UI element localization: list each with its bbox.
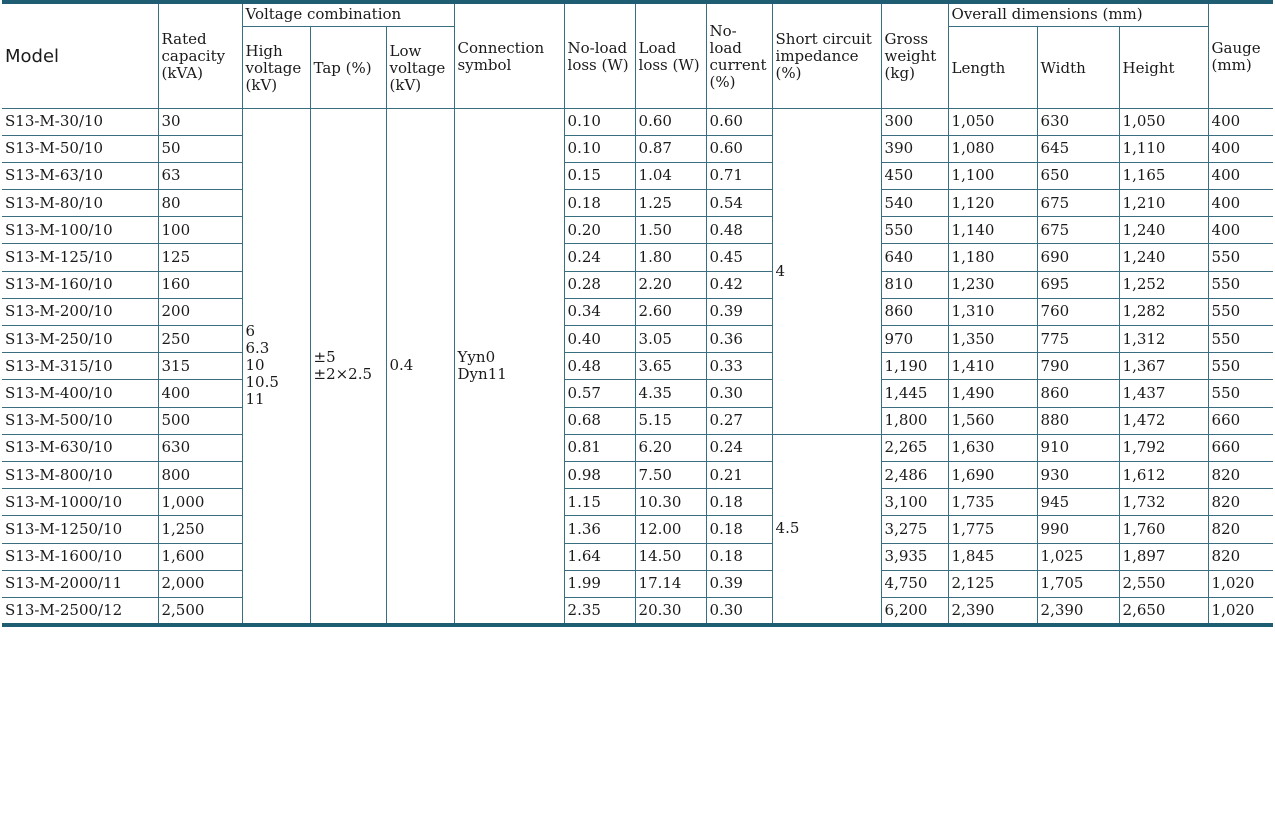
cell-width: 1,025 — [1037, 543, 1119, 570]
table-row — [2, 434, 1273, 461]
cell-width: 930 — [1037, 461, 1119, 488]
cell-gauge: 400 — [1208, 190, 1273, 217]
cell-gauge: 820 — [1208, 489, 1273, 516]
header-load-loss: Load loss (W) — [635, 2, 706, 108]
cell-gauge: 400 — [1208, 162, 1273, 189]
header-model: Model — [2, 2, 158, 108]
cell-width: 860 — [1037, 380, 1119, 407]
cell-model: S13-M-500/10 — [2, 407, 158, 434]
merged-tap: ±5 ±2×2.5 — [310, 108, 386, 625]
cell-model: S13-M-50/10 — [2, 135, 158, 162]
cell-model: S13-M-800/10 — [2, 461, 158, 488]
cell-gross-weight: 2,265 — [881, 434, 948, 461]
cell-rated-capacity: 1,250 — [158, 516, 242, 543]
cell-gauge: 1,020 — [1208, 597, 1273, 624]
header-voltage-combination: Voltage combination — [242, 2, 454, 26]
table-row — [2, 570, 1273, 597]
cell-height: 1,612 — [1119, 461, 1208, 488]
cell-gross-weight: 970 — [881, 326, 948, 353]
cell-no-load-loss: 0.20 — [564, 217, 635, 244]
cell-model: S13-M-1600/10 — [2, 543, 158, 570]
cell-length: 1,775 — [948, 516, 1037, 543]
cell-gauge: 660 — [1208, 434, 1273, 461]
merged-high-voltage: 6 6.3 10 10.5 11 — [242, 108, 310, 625]
cell-rated-capacity: 63 — [158, 162, 242, 189]
cell-rated-capacity: 50 — [158, 135, 242, 162]
cell-length: 1,310 — [948, 298, 1037, 325]
table-row — [2, 489, 1273, 516]
cell-model: S13-M-250/10 — [2, 326, 158, 353]
cell-height: 1,312 — [1119, 326, 1208, 353]
cell-no-load-current: 0.27 — [706, 407, 772, 434]
cell-no-load-current: 0.24 — [706, 434, 772, 461]
cell-no-load-current: 0.39 — [706, 298, 772, 325]
cell-gross-weight: 1,800 — [881, 407, 948, 434]
cell-height: 1,050 — [1119, 108, 1208, 135]
header-tap: Tap (%) — [310, 26, 386, 108]
cell-no-load-loss: 1.15 — [564, 489, 635, 516]
cell-rated-capacity: 250 — [158, 326, 242, 353]
header-low-voltage: Low voltage (kV) — [386, 26, 454, 108]
table-row — [2, 543, 1273, 570]
cell-width: 790 — [1037, 353, 1119, 380]
cell-model: S13-M-2000/11 — [2, 570, 158, 597]
cell-no-load-current: 0.30 — [706, 380, 772, 407]
table-row — [2, 190, 1273, 217]
cell-no-load-loss: 0.18 — [564, 190, 635, 217]
cell-rated-capacity: 500 — [158, 407, 242, 434]
table-row — [2, 298, 1273, 325]
cell-rated-capacity: 1,600 — [158, 543, 242, 570]
cell-model: S13-M-30/10 — [2, 108, 158, 135]
cell-model: S13-M-63/10 — [2, 162, 158, 189]
cell-gross-weight: 390 — [881, 135, 948, 162]
cell-gross-weight: 3,100 — [881, 489, 948, 516]
cell-gauge: 820 — [1208, 543, 1273, 570]
cell-width: 760 — [1037, 298, 1119, 325]
header-gauge: Gauge (mm) — [1208, 2, 1273, 108]
cell-no-load-current: 0.33 — [706, 353, 772, 380]
cell-model: S13-M-100/10 — [2, 217, 158, 244]
cell-load-loss: 7.50 — [635, 461, 706, 488]
cell-load-loss: 14.50 — [635, 543, 706, 570]
cell-length: 1,120 — [948, 190, 1037, 217]
cell-width: 990 — [1037, 516, 1119, 543]
cell-height: 1,897 — [1119, 543, 1208, 570]
header-connection-symbol: Connection symbol — [454, 2, 564, 108]
cell-load-loss: 20.30 — [635, 597, 706, 624]
cell-width: 910 — [1037, 434, 1119, 461]
cell-gross-weight: 640 — [881, 244, 948, 271]
cell-length: 1,845 — [948, 543, 1037, 570]
cell-no-load-loss: 0.24 — [564, 244, 635, 271]
cell-width: 1,705 — [1037, 570, 1119, 597]
cell-gross-weight: 2,486 — [881, 461, 948, 488]
cell-height: 1,437 — [1119, 380, 1208, 407]
cell-no-load-loss: 0.10 — [564, 135, 635, 162]
cell-no-load-current: 0.18 — [706, 516, 772, 543]
cell-load-loss: 4.35 — [635, 380, 706, 407]
cell-no-load-loss: 0.10 — [564, 108, 635, 135]
cell-height: 1,472 — [1119, 407, 1208, 434]
table-body — [2, 108, 1273, 625]
header-width: Width — [1037, 26, 1119, 108]
cell-height: 1,252 — [1119, 271, 1208, 298]
cell-gauge: 400 — [1208, 108, 1273, 135]
cell-rated-capacity: 400 — [158, 380, 242, 407]
cell-rated-capacity: 125 — [158, 244, 242, 271]
cell-gauge: 820 — [1208, 461, 1273, 488]
cell-width: 645 — [1037, 135, 1119, 162]
header-overall-dimensions: Overall dimensions (mm) — [948, 2, 1208, 26]
cell-gauge: 550 — [1208, 298, 1273, 325]
cell-no-load-loss: 0.15 — [564, 162, 635, 189]
cell-height: 1,210 — [1119, 190, 1208, 217]
cell-no-load-current: 0.30 — [706, 597, 772, 624]
cell-gauge: 550 — [1208, 271, 1273, 298]
cell-rated-capacity: 1,000 — [158, 489, 242, 516]
cell-gauge: 1,020 — [1208, 570, 1273, 597]
cell-gross-weight: 450 — [881, 162, 948, 189]
cell-width: 775 — [1037, 326, 1119, 353]
header-no-load-current: No-load current (%) — [706, 2, 772, 108]
header-no-load-loss: No-load loss (W) — [564, 2, 635, 108]
cell-rated-capacity: 315 — [158, 353, 242, 380]
cell-no-load-current: 0.48 — [706, 217, 772, 244]
cell-model: S13-M-125/10 — [2, 244, 158, 271]
cell-load-loss: 1.80 — [635, 244, 706, 271]
cell-gauge: 660 — [1208, 407, 1273, 434]
cell-no-load-loss: 0.28 — [564, 271, 635, 298]
header-rated-capacity: Rated capacity (kVA) — [158, 2, 242, 108]
cell-length: 1,230 — [948, 271, 1037, 298]
cell-length: 1,735 — [948, 489, 1037, 516]
cell-length: 2,390 — [948, 597, 1037, 624]
cell-no-load-loss: 0.57 — [564, 380, 635, 407]
cell-no-load-loss: 0.98 — [564, 461, 635, 488]
table-row — [2, 461, 1273, 488]
cell-length: 1,080 — [948, 135, 1037, 162]
table-row — [2, 162, 1273, 189]
cell-no-load-loss: 0.81 — [564, 434, 635, 461]
cell-gross-weight: 3,275 — [881, 516, 948, 543]
cell-load-loss: 3.05 — [635, 326, 706, 353]
cell-length: 1,630 — [948, 434, 1037, 461]
cell-height: 1,282 — [1119, 298, 1208, 325]
cell-gauge: 550 — [1208, 244, 1273, 271]
cell-length: 1,050 — [948, 108, 1037, 135]
cell-rated-capacity: 800 — [158, 461, 242, 488]
cell-gross-weight: 4,750 — [881, 570, 948, 597]
cell-gauge: 550 — [1208, 326, 1273, 353]
cell-load-loss: 12.00 — [635, 516, 706, 543]
cell-no-load-current: 0.39 — [706, 570, 772, 597]
cell-gross-weight: 540 — [881, 190, 948, 217]
cell-gross-weight: 860 — [881, 298, 948, 325]
cell-height: 1,165 — [1119, 162, 1208, 189]
cell-no-load-current: 0.71 — [706, 162, 772, 189]
cell-length: 1,350 — [948, 326, 1037, 353]
cell-width: 690 — [1037, 244, 1119, 271]
cell-model: S13-M-2500/12 — [2, 597, 158, 624]
cell-gross-weight: 1,445 — [881, 380, 948, 407]
cell-no-load-current: 0.45 — [706, 244, 772, 271]
cell-load-loss: 17.14 — [635, 570, 706, 597]
cell-no-load-current: 0.18 — [706, 489, 772, 516]
cell-model: S13-M-1000/10 — [2, 489, 158, 516]
cell-load-loss: 6.20 — [635, 434, 706, 461]
cell-length: 1,100 — [948, 162, 1037, 189]
cell-width: 2,390 — [1037, 597, 1119, 624]
cell-length: 1,490 — [948, 380, 1037, 407]
table-header — [2, 2, 1273, 108]
cell-model: S13-M-630/10 — [2, 434, 158, 461]
cell-height: 1,367 — [1119, 353, 1208, 380]
table-row — [2, 135, 1273, 162]
cell-height: 1,732 — [1119, 489, 1208, 516]
cell-load-loss: 5.15 — [635, 407, 706, 434]
table-row — [2, 407, 1273, 434]
cell-no-load-loss: 0.68 — [564, 407, 635, 434]
cell-gauge: 400 — [1208, 217, 1273, 244]
cell-gauge: 820 — [1208, 516, 1273, 543]
cell-width: 675 — [1037, 190, 1119, 217]
merged-impedance-4: 4 — [772, 108, 881, 434]
merged-low-voltage: 0.4 — [386, 108, 454, 625]
cell-height: 1,792 — [1119, 434, 1208, 461]
header-height: Height — [1119, 26, 1208, 108]
table-row — [2, 217, 1273, 244]
cell-rated-capacity: 80 — [158, 190, 242, 217]
table-row — [2, 353, 1273, 380]
cell-height: 1,240 — [1119, 244, 1208, 271]
cell-gauge: 550 — [1208, 353, 1273, 380]
cell-gross-weight: 6,200 — [881, 597, 948, 624]
table-row — [2, 326, 1273, 353]
cell-length: 1,140 — [948, 217, 1037, 244]
merged-connection-symbol: Yyn0 Dyn11 — [454, 108, 564, 625]
cell-width: 880 — [1037, 407, 1119, 434]
table-row — [2, 597, 1273, 624]
header-length: Length — [948, 26, 1037, 108]
cell-load-loss: 3.65 — [635, 353, 706, 380]
cell-no-load-current: 0.60 — [706, 108, 772, 135]
merged-impedance-4-5: 4.5 — [772, 434, 881, 624]
cell-length: 1,180 — [948, 244, 1037, 271]
cell-no-load-current: 0.36 — [706, 326, 772, 353]
header-high-voltage: High voltage (kV) — [242, 26, 310, 108]
transformer-spec-table — [2, 0, 1273, 627]
cell-rated-capacity: 30 — [158, 108, 242, 135]
cell-rated-capacity: 2,000 — [158, 570, 242, 597]
header-gross-weight: Gross weight (kg) — [881, 2, 948, 108]
table-row — [2, 244, 1273, 271]
cell-model: S13-M-160/10 — [2, 271, 158, 298]
cell-gross-weight: 3,935 — [881, 543, 948, 570]
cell-model: S13-M-315/10 — [2, 353, 158, 380]
cell-width: 675 — [1037, 217, 1119, 244]
header-short-circuit-impedance: Short circuit impedance (%) — [772, 2, 881, 108]
cell-load-loss: 1.04 — [635, 162, 706, 189]
cell-height: 2,650 — [1119, 597, 1208, 624]
cell-no-load-loss: 2.35 — [564, 597, 635, 624]
cell-load-loss: 2.20 — [635, 271, 706, 298]
cell-gauge: 550 — [1208, 380, 1273, 407]
cell-no-load-loss: 0.48 — [564, 353, 635, 380]
cell-load-loss: 0.87 — [635, 135, 706, 162]
cell-no-load-loss: 1.64 — [564, 543, 635, 570]
cell-gauge: 400 — [1208, 135, 1273, 162]
cell-model: S13-M-200/10 — [2, 298, 158, 325]
cell-gross-weight: 810 — [881, 271, 948, 298]
cell-model: S13-M-400/10 — [2, 380, 158, 407]
cell-width: 945 — [1037, 489, 1119, 516]
cell-no-load-loss: 1.36 — [564, 516, 635, 543]
cell-length: 1,560 — [948, 407, 1037, 434]
cell-no-load-current: 0.18 — [706, 543, 772, 570]
cell-width: 650 — [1037, 162, 1119, 189]
cell-load-loss: 1.50 — [635, 217, 706, 244]
table-row — [2, 271, 1273, 298]
cell-model: S13-M-1250/10 — [2, 516, 158, 543]
cell-no-load-loss: 0.34 — [564, 298, 635, 325]
cell-gross-weight: 300 — [881, 108, 948, 135]
cell-rated-capacity: 160 — [158, 271, 242, 298]
cell-no-load-loss: 0.40 — [564, 326, 635, 353]
cell-length: 2,125 — [948, 570, 1037, 597]
cell-width: 630 — [1037, 108, 1119, 135]
cell-model: S13-M-80/10 — [2, 190, 158, 217]
cell-gross-weight: 1,190 — [881, 353, 948, 380]
cell-no-load-loss: 1.99 — [564, 570, 635, 597]
cell-load-loss: 1.25 — [635, 190, 706, 217]
cell-rated-capacity: 2,500 — [158, 597, 242, 624]
cell-height: 1,760 — [1119, 516, 1208, 543]
cell-width: 695 — [1037, 271, 1119, 298]
cell-height: 1,240 — [1119, 217, 1208, 244]
table-row — [2, 516, 1273, 543]
cell-load-loss: 10.30 — [635, 489, 706, 516]
cell-rated-capacity: 200 — [158, 298, 242, 325]
cell-rated-capacity: 630 — [158, 434, 242, 461]
cell-no-load-current: 0.60 — [706, 135, 772, 162]
cell-no-load-current: 0.21 — [706, 461, 772, 488]
table-row — [2, 108, 1273, 135]
cell-length: 1,690 — [948, 461, 1037, 488]
cell-no-load-current: 0.42 — [706, 271, 772, 298]
cell-load-loss: 0.60 — [635, 108, 706, 135]
cell-height: 1,110 — [1119, 135, 1208, 162]
table-row — [2, 380, 1273, 407]
cell-length: 1,410 — [948, 353, 1037, 380]
cell-rated-capacity: 100 — [158, 217, 242, 244]
cell-no-load-current: 0.54 — [706, 190, 772, 217]
cell-height: 2,550 — [1119, 570, 1208, 597]
cell-gross-weight: 550 — [881, 217, 948, 244]
cell-load-loss: 2.60 — [635, 298, 706, 325]
